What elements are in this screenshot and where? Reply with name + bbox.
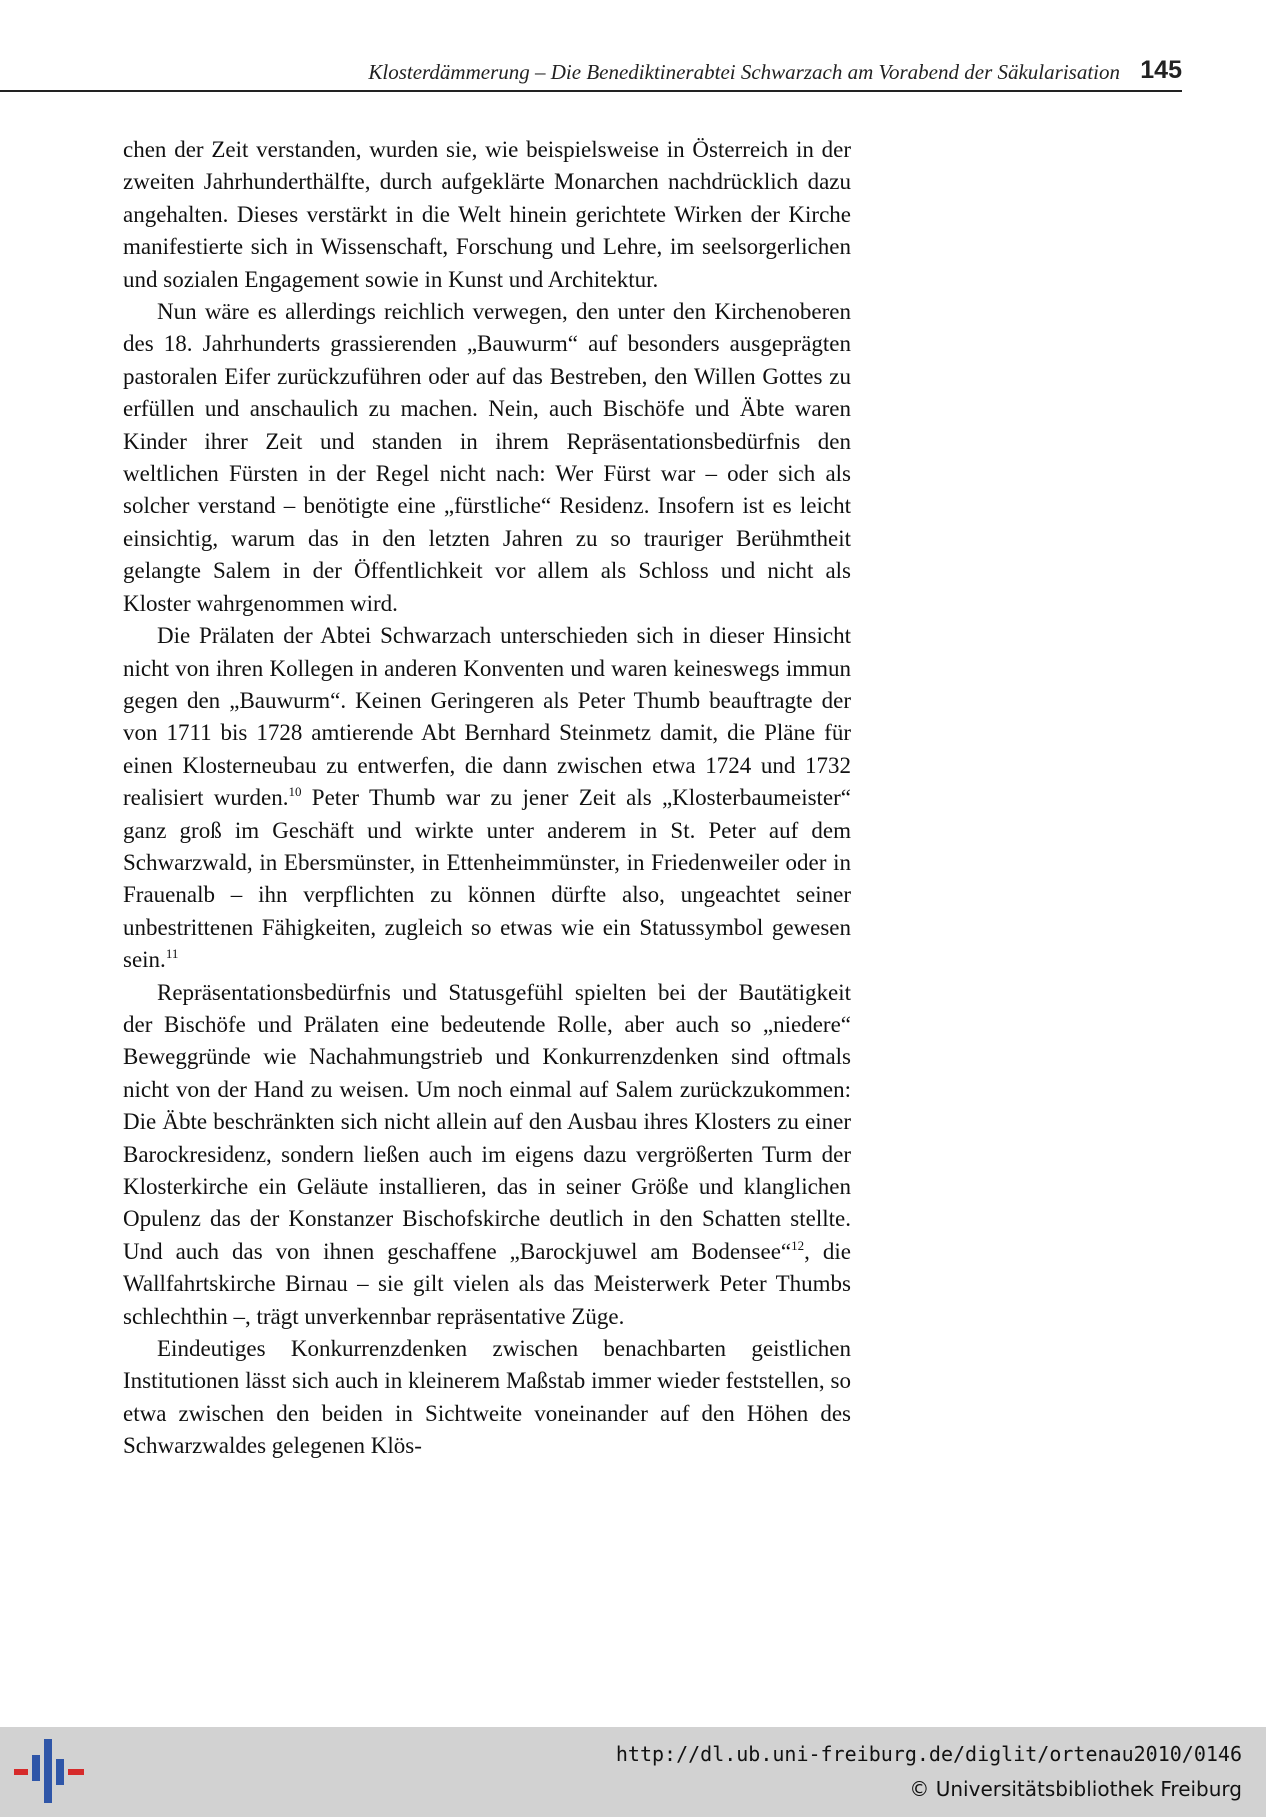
paragraph-1-text: chen der Zeit verstanden, wurden sie, wie beispielsweise in Österreich in der zweiten Jahrhunderthälfte, durch aufgeklärte Monarchen nachdrücklich dazu angehalten. Dieses verstärkt in die Welt hinein gerichtete Wirken der Kirche manifestierte sich in Wissenschaft, Forschung und Lehre, im seelsorgerlichen und sozialen Engagement sowie in Kunst und Architektur. (123, 137, 851, 292)
footnote-ref-10[interactable]: 10 (288, 784, 302, 800)
running-title: Klosterdämmerung – Die Benediktinerabtei Schwarzach am Vorabend der Säkularisation (368, 60, 1120, 84)
copyright-notice: © Universitätsbibliothek Freiburg (909, 1777, 1242, 1801)
paragraph-4-text-b: , die Wallfahrtskirche Birnau – sie gilt vielen als das Meisterwerk Peter Thumbs schlechthin –, trägt unverkennbar repräsentative Züge. (123, 1238, 851, 1329)
source-url-link[interactable]: http://dl.ub.uni-freiburg.de/diglit/ortenau2010/0146 (615, 1742, 1242, 1766)
paragraph-4-text-a: Repräsentationsbedürfnis und Statusgefühl spielten bei der Bautätigkeit der Bischöfe und Prälaten eine bedeutende Rolle, aber auch so „niedere“ Beweggründe wie Nachahmungstrieb und Konkurrenzdenken sind oftmals nicht von der Hand zu weisen. Um noch einmal auf Salem zurückzukommen: Die Äbte beschränkten sich nicht allein auf den Ausbau ihres Klosters zu einer Barockresidenz, sondern ließen auch im eigens dazu vergrößerten Turm der Klosterkirche ein Geläute installieren, das in seiner Größe und klanglichen Opulenz das der Konstanzer Bischofskirche deutlich in den Schatten stellte. Und auch das von ihnen geschaffene „Barockjuwel am Bodensee“ (123, 979, 851, 1264)
paragraph-3-text-a: Die Prälaten der Abtei Schwarzach unterschieden sich in dieser Hinsicht nicht von ihren Kollegen in anderen Konventen und waren keineswegs immun gegen den „Bauwurm“. Keinen Geringeren als Peter Thumb beauftragte der von 1711 bis 1728 amtierende Abt Bernhard Steinmetz damit, die Pläne für einen Klosterneubau zu entwerfen, die dann zwischen etwa 1724 und 1732 realisiert wurden. (123, 623, 851, 811)
paragraph-1 (123, 134, 851, 296)
page-number: 145 (1140, 56, 1182, 84)
body-text (123, 134, 851, 1463)
paragraph-5 (123, 1333, 851, 1463)
paragraph-2-text: Nun wäre es allerdings reichlich verwegen, den unter den Kirchenoberen des 18. Jahrhunderts grassierenden „Bauwurm“ auf besonders ausgeprägten pastoralen Eifer zurückzuführen oder auf das Bestreben, den Willen Gottes zu erfüllen und anschaulich zu machen. Nein, auch Bischöfe und Äbte waren Kinder ihrer Zeit und standen in ihrem Repräsentationsbedürfnis den weltlichen Fürsten in der Regel nicht nach: Wer Fürst war – oder sich als solcher verstand – benötigte eine „fürstliche“ Residenz. Insofern ist es leicht einsichtig, warum das in den letzten Jahren zu so trauriger Berühmtheit gelangte Salem in der Öffentlichkeit vor allem als Schloss und nicht als Kloster wahrgenommen wird. (123, 299, 851, 616)
footnote-ref-11[interactable]: 11 (165, 946, 179, 962)
footnote-ref-12[interactable]: 12 (791, 1237, 805, 1253)
paragraph-4 (123, 977, 851, 1333)
paragraph-5-text: Eindeutiges Konkurrenzdenken zwischen benachbarten geistlichen Institutionen lässt sich auch in kleinerem Maßstab immer wieder feststellen, so etwa zwischen den beiden in Sichtweite voneinander auf den Höhen des Schwarzwaldes gelegenen Klös- (123, 1336, 851, 1459)
paragraph-3-text-b: Peter Thumb war zu jener Zeit als „Klosterbaumeister“ ganz groß im Geschäft und wirkte unter anderem in St. Peter auf dem Schwarzwald, in Ebersmünster, in Ettenheimmünster, in Friedenweiler oder in Frauenalb – ihn verpflichten zu können dürfte also, ungeachtet seiner unbestrittenen Fähigkeiten, zugleich so etwas wie ein Statussymbol gewesen sein. (123, 785, 851, 973)
footer-bar (0, 1727, 1266, 1817)
ub-freiburg-logo-icon (14, 1739, 84, 1803)
paragraph-2 (123, 296, 851, 620)
running-header (0, 58, 1182, 92)
paragraph-3 (123, 620, 851, 976)
